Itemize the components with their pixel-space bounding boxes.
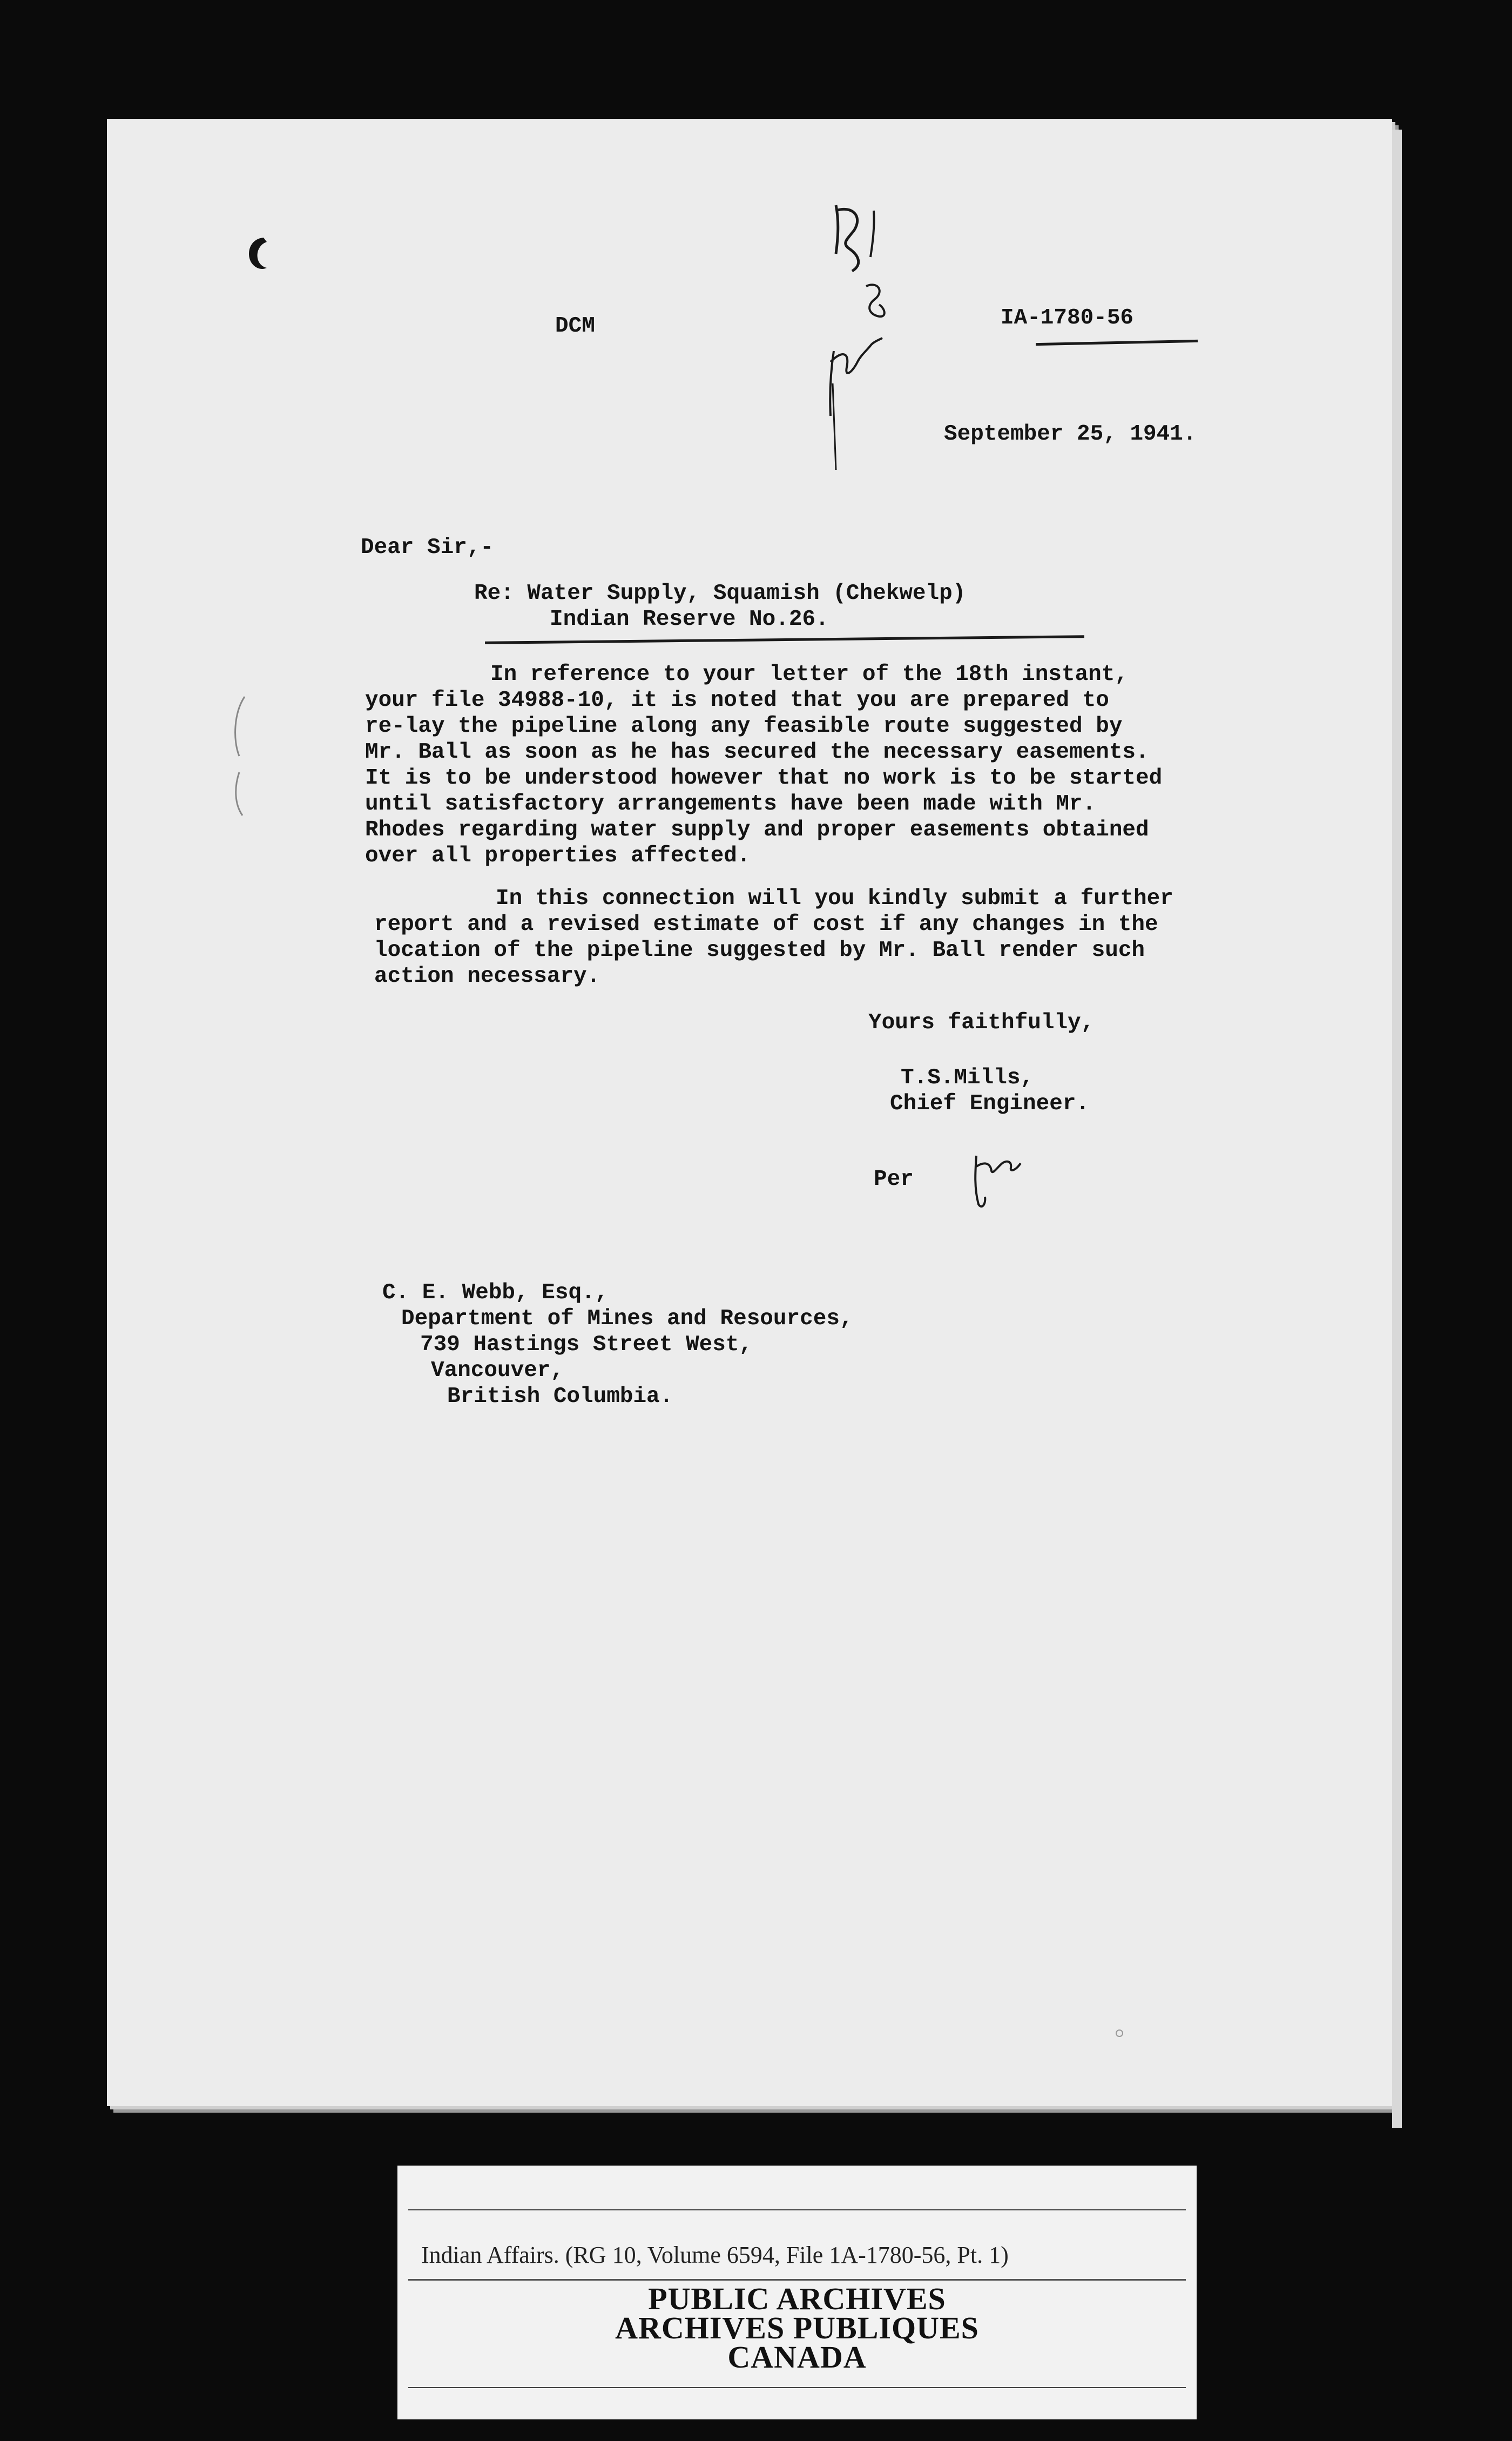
paragraph-line: Mr. Ball as soon as he has secured the necessary easements. bbox=[365, 740, 1149, 765]
signatory-title: Chief Engineer. bbox=[890, 1091, 1090, 1116]
paragraph-line: location of the pipeline suggested by Mr. Ball render such bbox=[374, 938, 1145, 963]
archive-name-en: PUBLIC ARCHIVES bbox=[648, 2281, 946, 2316]
subject-line-2: Indian Reserve No.26. bbox=[550, 607, 829, 632]
address-line: C. E. Webb, Esq., bbox=[382, 1280, 609, 1305]
label-bottom-rule bbox=[408, 2387, 1186, 2388]
label-mid-rule bbox=[408, 2279, 1186, 2281]
paragraph-line: It is to be understood however that no work is to be started bbox=[365, 766, 1163, 791]
paragraph-line: until satisfactory arrangements have been made with Mr. bbox=[365, 792, 1096, 817]
archive-stamp bbox=[397, 2281, 1197, 2375]
archive-source: Indian Affairs. (RG 10, Volume 6594, File 1A-1780-56, Pt. 1) bbox=[421, 2242, 1009, 2268]
paragraph-line: report and a revised estimate of cost if any changes in the bbox=[374, 912, 1158, 937]
file-number-underline bbox=[1036, 340, 1198, 346]
paragraph-line: your file 34988-10, it is noted that you are prepared to bbox=[365, 688, 1109, 713]
salutation: Dear Sir,- bbox=[361, 535, 494, 560]
paragraph-line: re-lay the pipeline along any feasible route suggested by bbox=[365, 714, 1123, 739]
margin-bracket-mark bbox=[223, 691, 255, 821]
file-number: IA-1780-56 bbox=[1001, 306, 1134, 331]
typist-initials: DCM bbox=[555, 314, 595, 339]
subject-line-1: Re: Water Supply, Squamish (Chekwelp) bbox=[474, 581, 966, 606]
handwritten-initials-mark bbox=[814, 189, 922, 470]
subject-underline bbox=[485, 635, 1084, 644]
address-line: British Columbia. bbox=[447, 1384, 673, 1409]
archive-name-fr: ARCHIVES PUBLIQUES bbox=[615, 2310, 979, 2345]
label-top-rule bbox=[408, 2209, 1186, 2210]
paragraph-line: Rhodes regarding water supply and proper easements obtained bbox=[365, 818, 1149, 842]
address-line: Vancouver, bbox=[431, 1358, 564, 1383]
letter-page bbox=[107, 119, 1392, 2106]
archive-country: CANADA bbox=[727, 2339, 867, 2375]
per-label: Per bbox=[874, 1167, 914, 1192]
signatory-name: T.S.Mills, bbox=[901, 1066, 1034, 1090]
sheet-edge bbox=[1392, 130, 1402, 2128]
pencil-mark bbox=[1111, 2025, 1128, 2041]
letter-date: September 25, 1941. bbox=[944, 422, 1197, 447]
closing: Yours faithfully, bbox=[868, 1010, 1095, 1035]
paragraph-line: In this connection will you kindly submit a further bbox=[496, 886, 1173, 911]
address-line: 739 Hastings Street West, bbox=[420, 1332, 753, 1357]
punch-hole-mark bbox=[242, 233, 274, 277]
archive-label bbox=[397, 2166, 1197, 2419]
paragraph-line: action necessary. bbox=[374, 964, 600, 989]
handwritten-signature-mark bbox=[960, 1145, 1036, 1215]
paragraph-line: over all properties affected. bbox=[365, 844, 751, 868]
paragraph-line: In reference to your letter of the 18th instant, bbox=[490, 662, 1128, 687]
address-line: Department of Mines and Resources, bbox=[401, 1306, 853, 1331]
